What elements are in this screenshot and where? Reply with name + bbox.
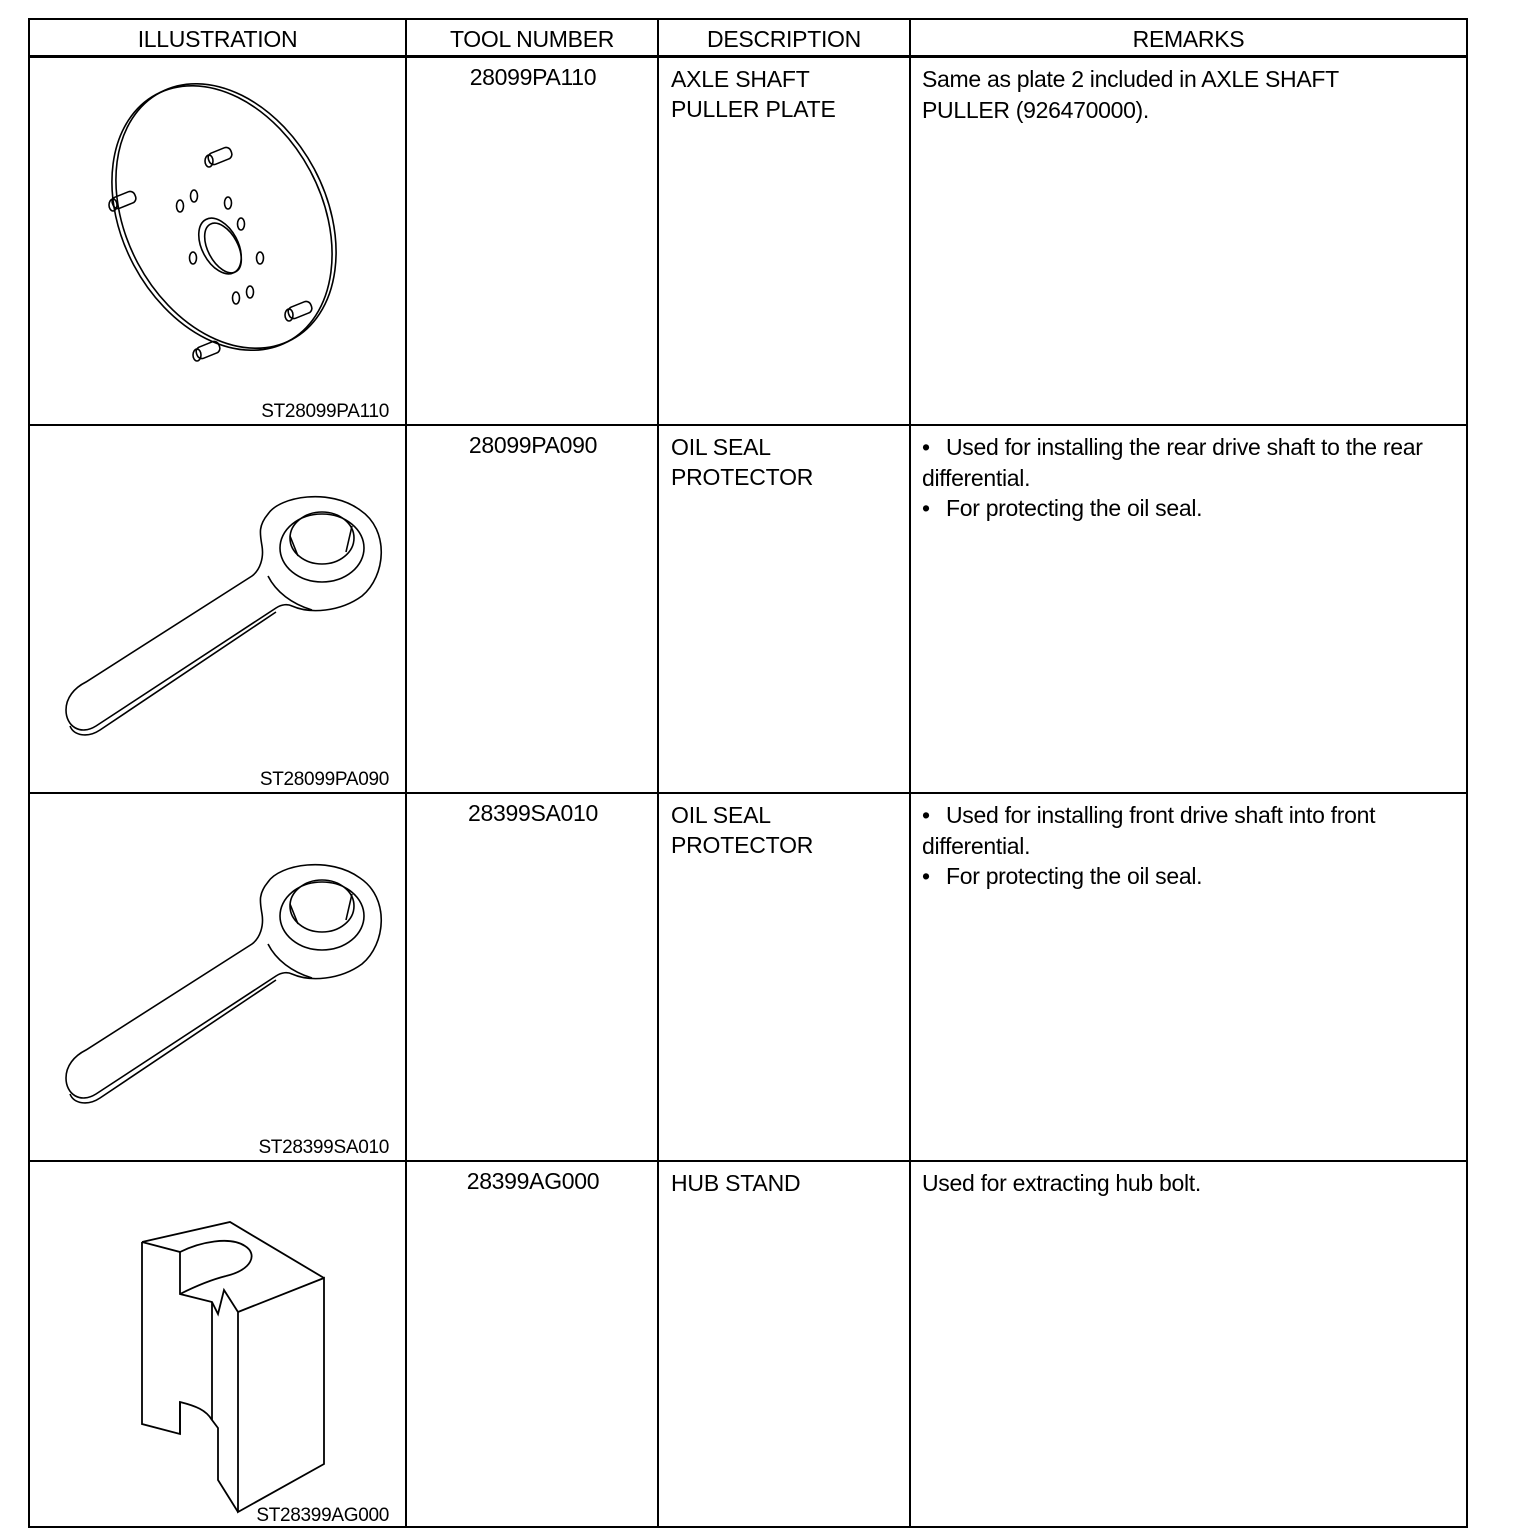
remark-bullet-item [922,493,1442,524]
table-row [30,1162,1466,1530]
description [671,1168,907,1198]
remark-bullet-item [922,861,1442,892]
remarks [922,800,1442,892]
header-tool-number: TOOL NUMBER [449,26,615,52]
table-row [30,794,1466,1162]
bullet-icon: • [922,863,930,889]
description-line: PULLER PLATE [671,96,836,122]
illustration-cell [30,794,407,1162]
remark-text: For protecting the oil seal. [946,495,1203,521]
oil-seal-protector-drawing-icon [30,794,407,1162]
header-illustration: ILLUSTRATION [137,26,298,52]
tool-number: 28399AG000 [466,1168,600,1194]
bullet-icon: • [922,434,930,460]
illustration-label: ST28099PA090 [259,769,389,790]
description-line: HUB STAND [671,1170,801,1196]
axle-shaft-puller-plate-drawing-icon [30,58,407,426]
illustration-label: ST28399AG000 [256,1505,389,1526]
remark-text: Used for installing the rear drive shaft to the rear differential. [922,434,1423,491]
oil-seal-protector-drawing-icon [30,426,407,794]
description [671,432,907,492]
tool-number: 28099PA090 [468,432,598,458]
table-row [30,58,1466,426]
special-tools-table [28,18,1468,1528]
table-row [30,426,1466,794]
tool-number: 28099PA110 [469,64,597,90]
remark-bullet-item [922,800,1442,861]
header-description: DESCRIPTION [707,26,861,52]
illustration-label: ST28399SA010 [258,1137,389,1158]
description-line: OIL SEAL [671,434,771,460]
tool-number: 28399SA010 [467,800,598,826]
bullet-icon: • [922,802,930,828]
description-line: AXLE SHAFT [671,66,810,92]
hub-stand-drawing-icon [30,1162,407,1530]
bullet-icon: • [922,495,930,521]
remarks [922,64,1462,125]
remarks [922,432,1442,524]
illustration-cell [30,1162,407,1530]
description [671,800,907,860]
description-line: PROTECTOR [671,464,814,490]
description [671,64,907,124]
remark-text: For protecting the oil seal. [946,863,1203,889]
remark-bullet-item [922,432,1442,493]
remark-text: Same as plate 2 included in AXLE SHAFT PULLER (926470000). [922,66,1339,123]
illustration-label: ST28099PA110 [261,401,389,422]
description-line: OIL SEAL [671,802,771,828]
illustration-cell [30,426,407,794]
illustration-cell [30,58,407,426]
description-line: PROTECTOR [671,832,814,858]
remark-text: Used for installing front drive shaft into front differential. [922,802,1376,859]
header-remarks: REMARKS [1132,26,1245,52]
remarks [922,1168,1462,1199]
remark-text: Used for extracting hub bolt. [922,1170,1201,1196]
